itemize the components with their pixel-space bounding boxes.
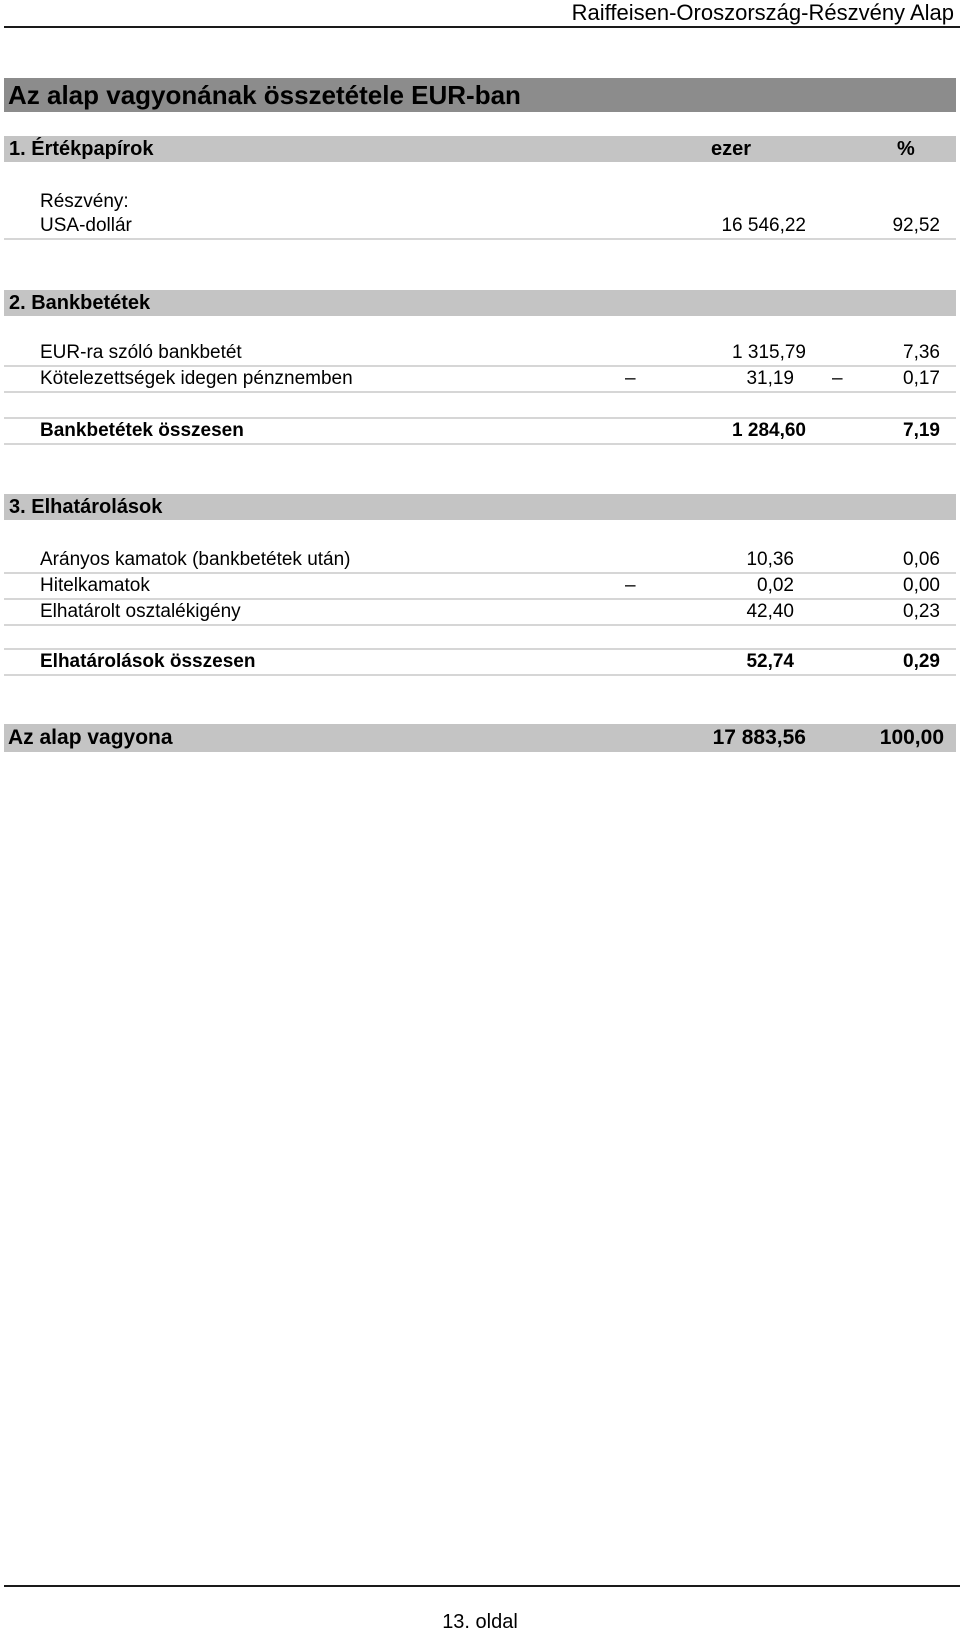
row-value: 42,40: [746, 601, 794, 622]
table-row-total: [4, 419, 956, 445]
section-securities-header: [4, 136, 956, 162]
section-deposits-title: 2. Bankbetétek: [9, 292, 151, 314]
table-row-total: [4, 650, 956, 676]
total-value: 1 284,60: [732, 420, 806, 441]
main-title-band: [4, 78, 956, 112]
subheading-shares: Részvény:: [40, 191, 129, 212]
column-header-percent: %: [897, 138, 915, 160]
total-label: Bankbetétek összesen: [40, 420, 244, 441]
table-row: [4, 574, 956, 600]
row-percent: 0,23: [903, 601, 940, 622]
grand-total-band: [4, 724, 956, 752]
row-label: Hitelkamatok: [40, 575, 150, 596]
section-securities-title: 1. Értékpapírok: [9, 138, 154, 160]
negative-sign: –: [625, 368, 636, 389]
row-label: USA-dollár: [40, 215, 132, 236]
row-percent: 0,00: [903, 575, 940, 596]
total-value: 52,74: [746, 651, 794, 672]
row-percent: 0,17: [903, 368, 940, 389]
table-row: [4, 341, 956, 367]
row-label: Arányos kamatok (bankbetétek után): [40, 549, 351, 570]
header-divider: [4, 26, 960, 28]
row-label: Elhatárolt osztalékigény: [40, 601, 241, 622]
row-value: 16 546,22: [721, 215, 806, 236]
total-percent: 7,19: [903, 420, 940, 441]
row-label: Kötelezettségek idegen pénznemben: [40, 368, 353, 389]
grand-total-value: 17 883,56: [712, 726, 806, 749]
page-number: 13. oldal: [442, 1611, 518, 1633]
grand-total-label: Az alap vagyona: [8, 726, 173, 749]
row-percent: 0,06: [903, 549, 940, 570]
section-accruals-header: [4, 494, 956, 520]
section-accruals-title: 3. Elhatárolások: [9, 496, 163, 518]
row-value: 1 315,79: [732, 342, 806, 363]
negative-sign: –: [625, 575, 636, 596]
row-value: 0,02: [757, 575, 794, 596]
table-row: [4, 214, 956, 240]
row-value: 31,19: [746, 368, 794, 389]
section-deposits-header: [4, 290, 956, 316]
row-percent: 92,52: [892, 215, 940, 236]
footer-divider: [4, 1585, 960, 1587]
table-row: [4, 367, 956, 393]
column-header-ezer: ezer: [711, 138, 752, 160]
fund-name: Raiffeisen-Oroszország-Részvény Alap: [571, 0, 954, 25]
row-percent: 7,36: [903, 342, 940, 363]
table-row: [4, 548, 956, 574]
row-label: EUR-ra szóló bankbetét: [40, 342, 242, 363]
row-value: 10,36: [746, 549, 794, 570]
main-title: Az alap vagyonának összetétele EUR-ban: [8, 80, 521, 110]
grand-total-percent: 100,00: [879, 726, 944, 749]
table-row: [4, 600, 956, 626]
negative-sign: –: [832, 368, 843, 389]
total-label: Elhatárolások összesen: [40, 651, 256, 672]
total-percent: 0,29: [903, 651, 940, 672]
